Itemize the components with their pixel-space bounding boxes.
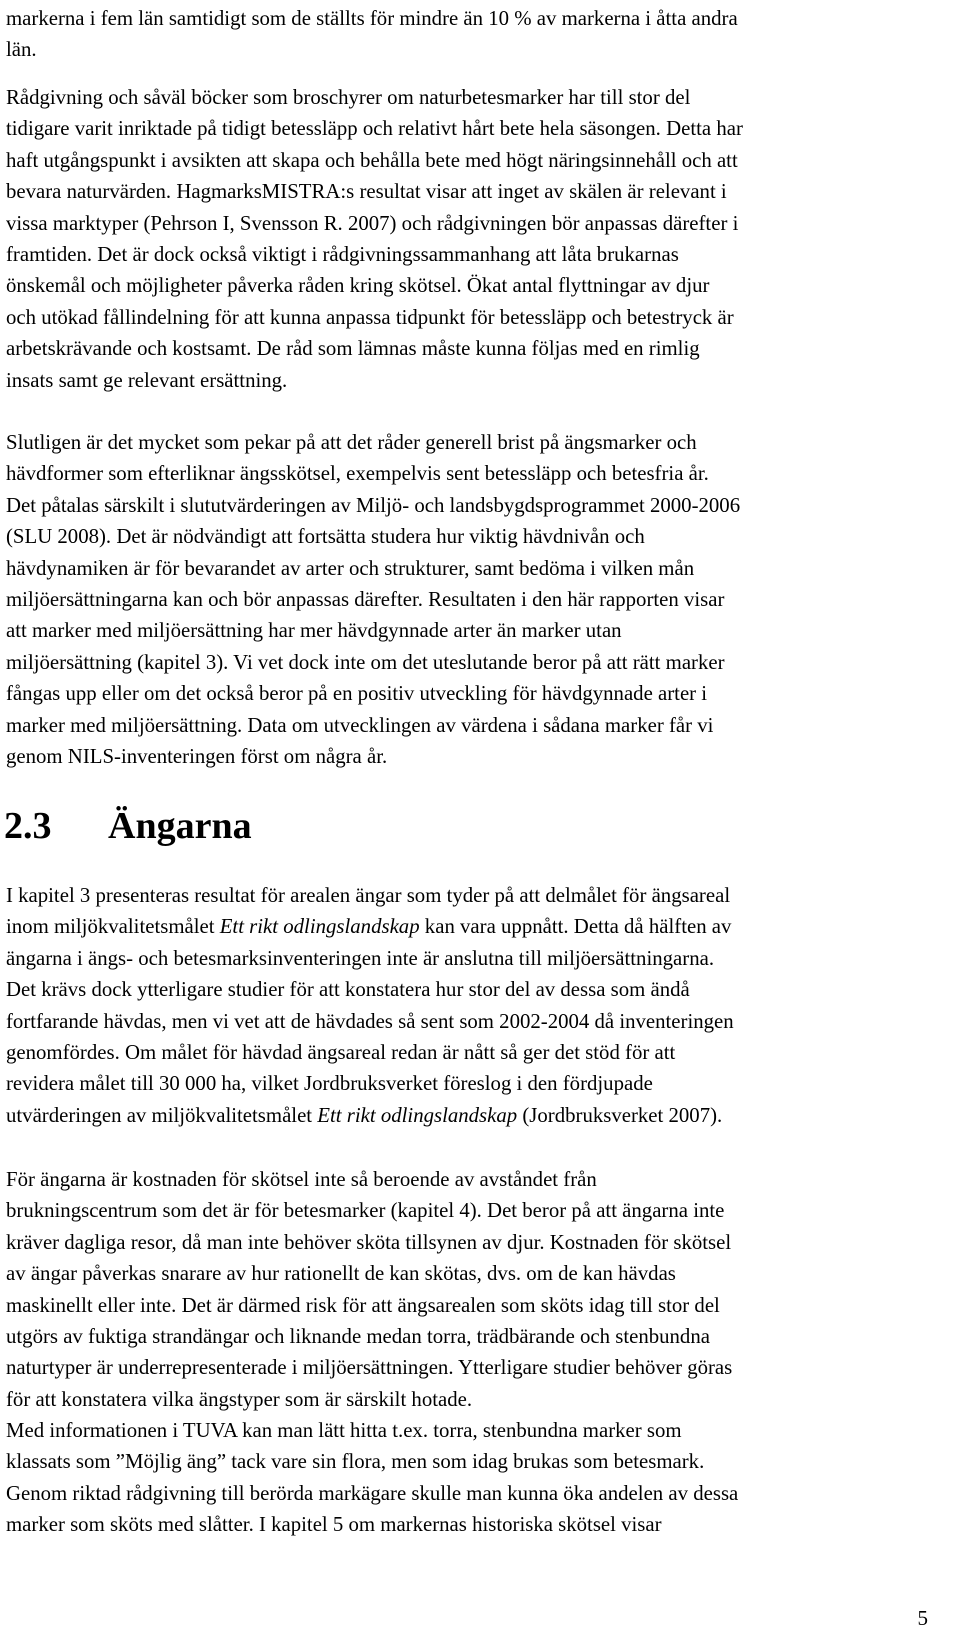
section-title: Ängarna — [108, 805, 252, 847]
text-line: och utökad fållindelning för att kunna anpassa tidpunkt för betessläpp och betestryck är — [6, 305, 734, 329]
text-line: fångas upp eller om det också beror på en positiv utveckling för hävdgynnade arter i — [6, 682, 708, 706]
text-line: hävdformer som efterliknar ängsskötsel, exempelvis sent betessläpp och betesfria år. — [6, 462, 709, 486]
text-line: ängarna i ängs- och betesmarksinventeringen inte är anslutna till miljöersättningarna. — [6, 946, 715, 970]
text-line: vissa marktyper (Pehrson I, Svensson R. 2007) och rådgivningen bör anpassas därefter i — [6, 211, 739, 235]
text-line: marker som sköts med slåtter. I kapitel 5 om markernas historiska skötsel visar — [6, 1513, 662, 1537]
paragraph-radgivning — [6, 82, 941, 396]
text-line: genomfördes. Om målet för hävdad ängsareal redan är nått så ger det stöd för att — [6, 1041, 676, 1065]
text-line: för att konstatera vilka ängstyper som är särskilt hotade. — [6, 1387, 473, 1411]
text-line: miljöersättningarna kan och bör anpassas därefter. Resultaten i den här rapporten visar — [6, 588, 725, 612]
paragraph-angarna-kostnad — [6, 1164, 941, 1415]
section-number: 2.3 — [4, 805, 52, 847]
text-line: revidera målet till 30 000 ha, vilket Jordbruksverket föreslog i den fördjupade — [6, 1072, 653, 1096]
text-line: Genom riktad rådgivning till berörda markägare skulle man kunna öka andelen av dessa — [6, 1481, 739, 1505]
section-heading — [4, 802, 252, 850]
text-line: klassats som ”Möjlig äng” tack vare sin flora, men som idag brukas som betesmark. — [6, 1450, 705, 1474]
text-line: naturtyper är underrepresenterade i miljöersättningen. Ytterligare studier behöver göras — [6, 1356, 733, 1380]
text-line: kräver dagliga resor, då man inte behöver sköta tillsynen av djur. Kostnaden för skötsel — [6, 1230, 732, 1254]
text-line: haft utgångspunkt i avsikten att skapa och behålla bete med högt näringsinnehåll och att — [6, 148, 738, 172]
paragraph-kapitel-3 — [6, 880, 941, 1131]
text-line: Det påtalas särskilt i slututvärderingen av Miljö- och landsbygdsprogrammet 2000-2006 — [6, 493, 741, 517]
text-line: markerna i fem län samtidigt som de ställts för mindre än 10 % av markerna i åtta andra — [6, 7, 738, 30]
text-line: utgörs av fuktiga strandängar och liknande medan torra, trädbärande och stenbundna — [6, 1325, 710, 1349]
text-line: att marker med miljöersättning har mer hävdgynnade arter än marker utan — [6, 619, 622, 643]
text-line: tidigare varit inriktade på tidigt betessläpp och relativt hårt bete hela säsongen. Detta har — [6, 117, 743, 141]
text-line: Slutligen är det mycket som pekar på att det råder generell brist på ängsmarker och — [6, 431, 697, 454]
text-line: önskemål och möjligheter påverka råden kring skötsel. Ökat antal flyttningar av djur — [6, 274, 710, 298]
text-line: inom miljökvalitetsmålet Ett rikt odlingslandskap kan vara uppnått. Detta då hälften av — [6, 915, 732, 939]
text-line: marker med miljöersättning. Data om utvecklingen av värdena i sådana marker får vi — [6, 713, 714, 737]
text-line: arbetskrävande och kostsamt. De råd som lämnas måste kunna följas med en rimlig — [6, 337, 700, 361]
text-line: utvärderingen av miljökvalitetsmålet Ett rikt odlingslandskap (Jordbruksverket 2007). — [6, 1103, 723, 1127]
paragraph-tuva — [6, 1415, 941, 1541]
text-line: framtiden. Det är dock också viktigt i rådgivningssammanhang att låta brukarnas — [6, 243, 679, 267]
text-line: Det krävs dock ytterligare studier för att konstatera hur stor del av dessa som ändå — [6, 978, 690, 1002]
text-line: maskinellt eller inte. Det är därmed risk för att ängsarealen som sköts idag till stor del — [6, 1293, 720, 1317]
text-line: bevara naturvärden. HagmarksMISTRA:s resultat visar att inget av skälen är relevant i — [6, 180, 727, 204]
text-line: genom NILS-inventeringen först om några år. — [6, 745, 388, 769]
italic-title: Ett rikt odlingslandskap — [219, 915, 420, 939]
text-line: För ängarna är kostnaden för skötsel inte så beroende av avståndet från — [6, 1168, 597, 1191]
italic-title: Ett rikt odlingslandskap — [317, 1103, 518, 1127]
text-line: I kapitel 3 presenteras resultat för arealen ängar som tyder på att delmålet för ängsareal — [6, 884, 731, 907]
text-line: miljöersättning (kapitel 3). Vi vet dock inte om det uteslutande beror på att rätt marker — [6, 650, 725, 674]
text-line: fortfarande hävdas, men vi vet att de hävdades så sent som 2002-2004 då inventeringen — [6, 1009, 734, 1033]
text-line: brukningscentrum som det är för betesmarker (kapitel 4). Det beror på att ängarna inte — [6, 1199, 725, 1223]
text-line: av ängar påverkas snarare av hur rationellt de kan skötas, dvs. om de kan hävdas — [6, 1262, 676, 1286]
text-line: Rådgivning och såväl böcker som broschyrer om naturbetesmarker har till stor del — [6, 86, 691, 109]
text-line: län. — [6, 38, 37, 62]
text-line: insats samt ge relevant ersättning. — [6, 368, 288, 392]
text-line: (SLU 2008). Det är nödvändigt att fortsätta studera hur viktig hävdnivån och — [6, 525, 645, 549]
paragraph-slutligen — [6, 427, 941, 772]
text-line: hävdynamiken är för bevarandet av arter och strukturer, samt bedöma i vilken mån — [6, 556, 695, 580]
page-number: 5 — [917, 1606, 928, 1630]
paragraph-continuation — [6, 3, 941, 66]
text-line: Med informationen i TUVA kan man lätt hitta t.ex. torra, stenbundna marker som — [6, 1419, 682, 1442]
